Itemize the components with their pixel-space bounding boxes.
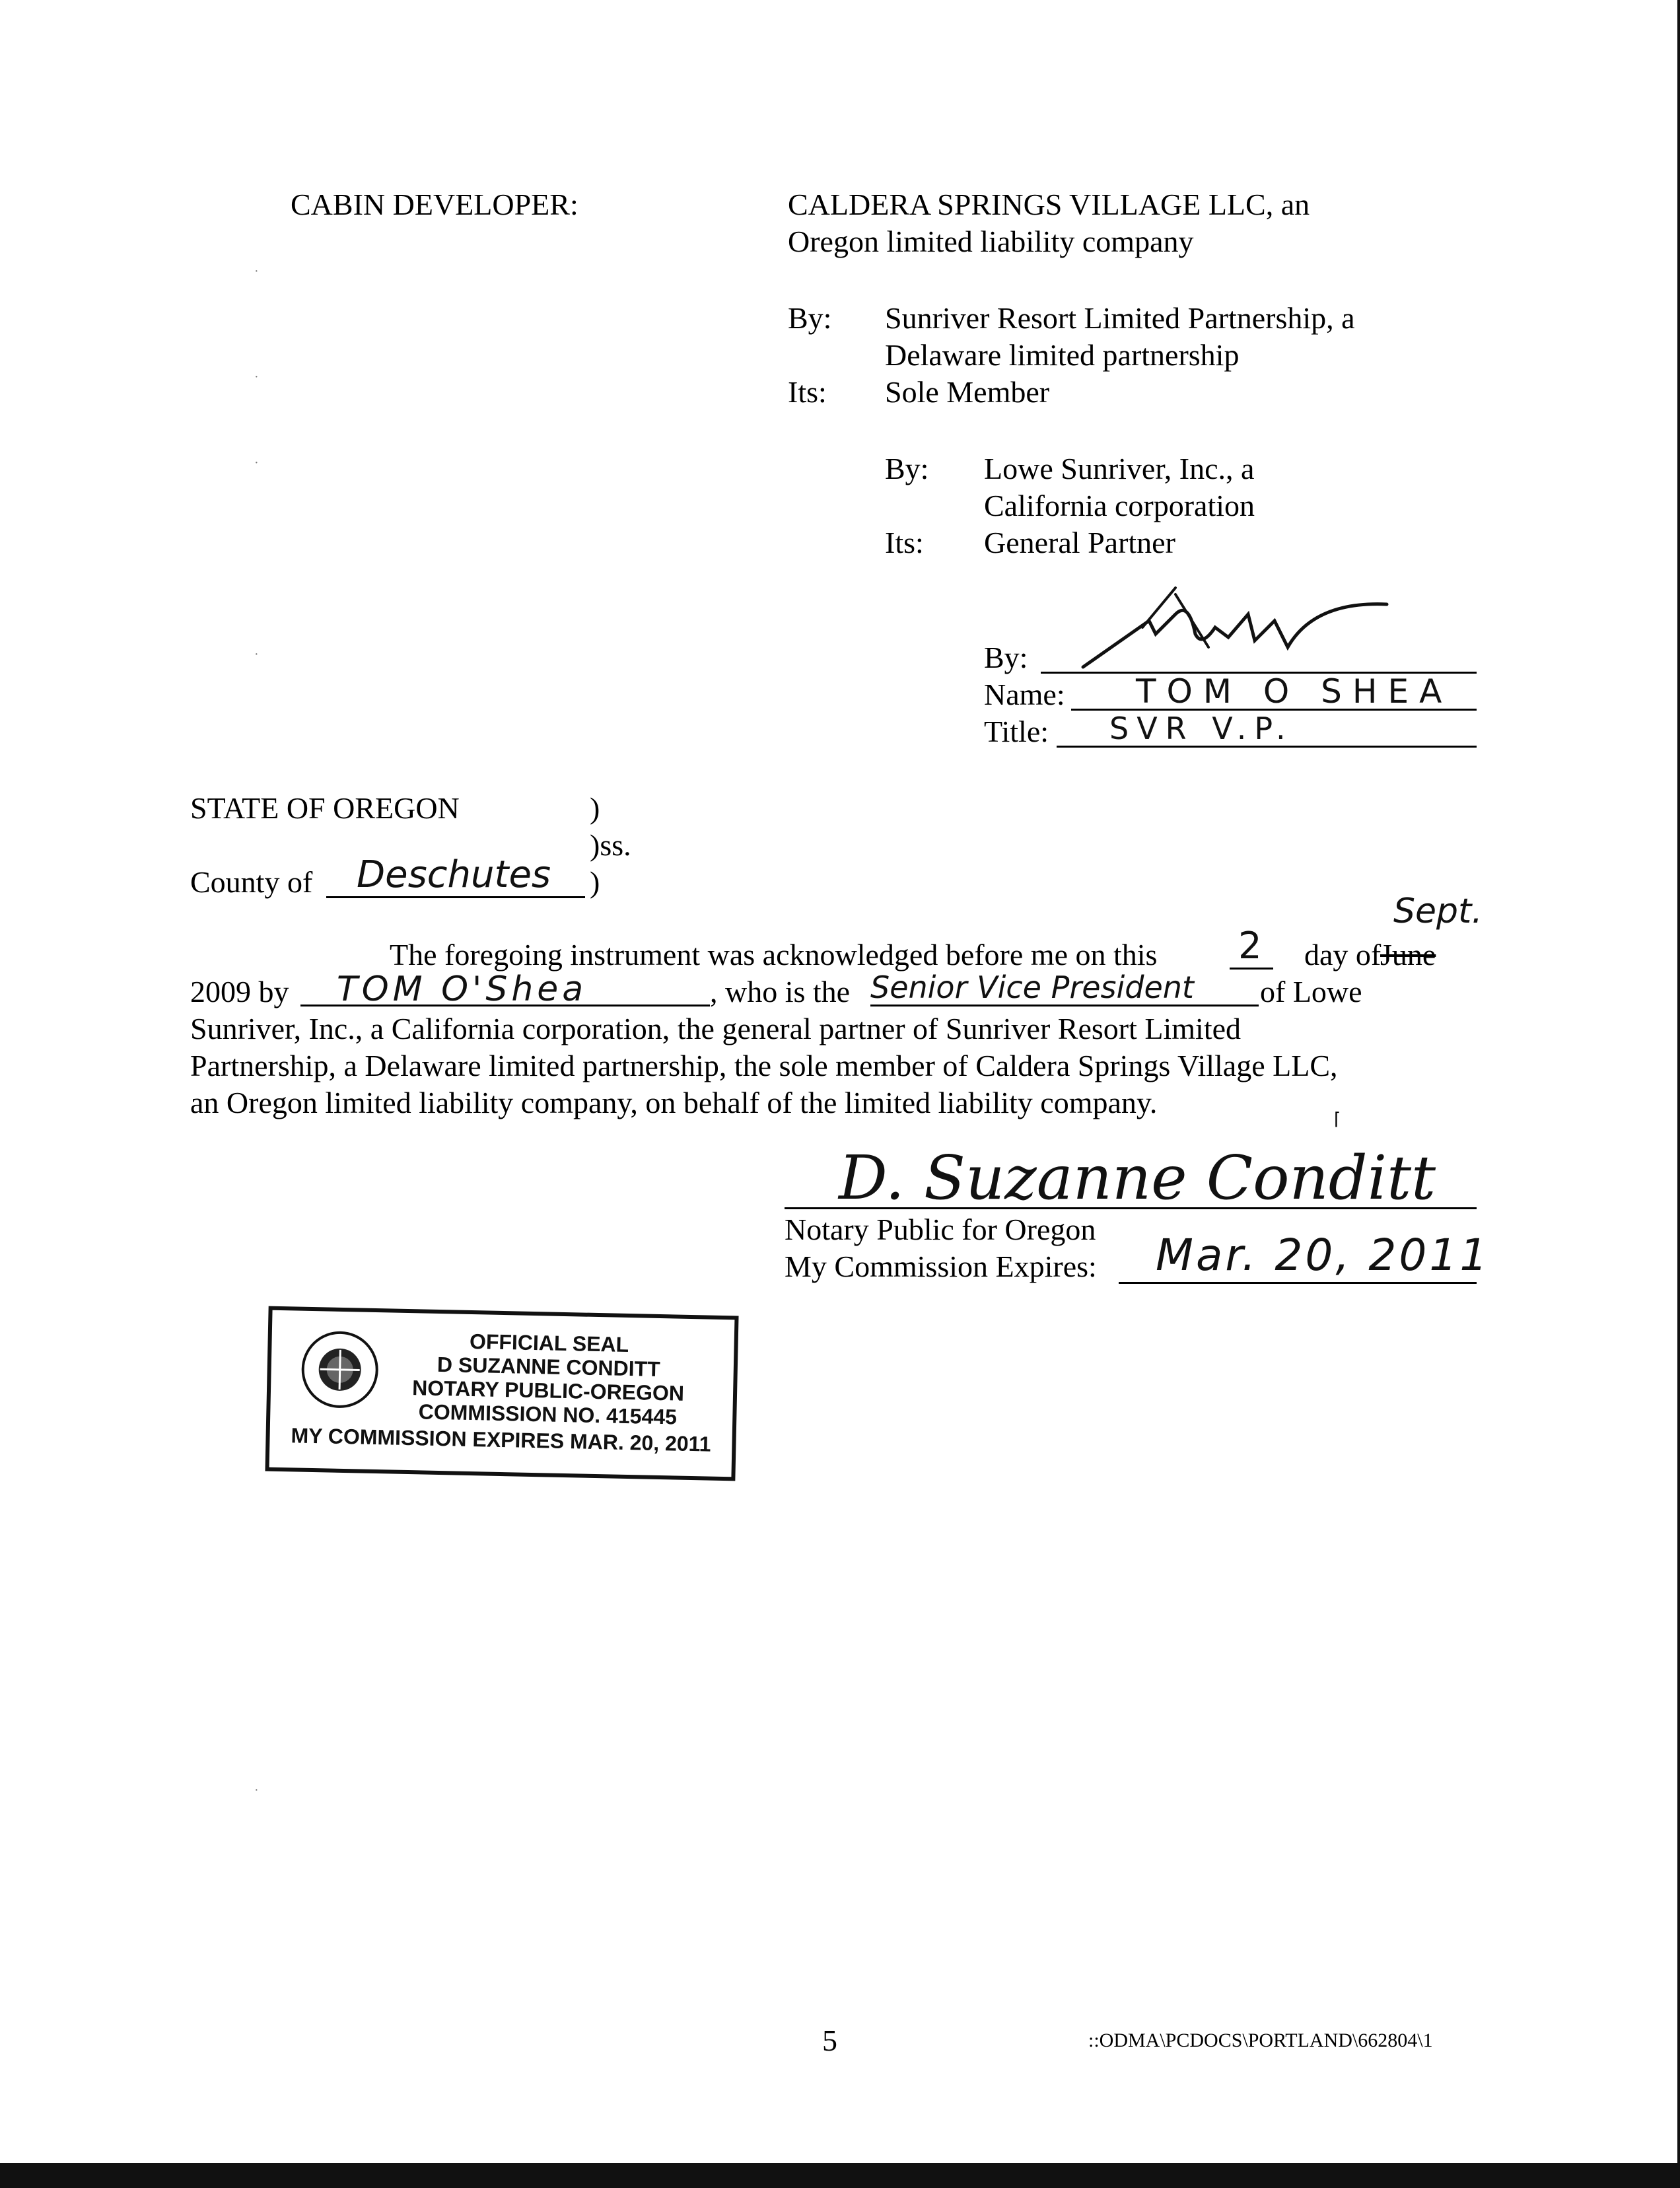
handwritten-person: TOM O'Shea	[337, 970, 588, 1009]
handwritten-notary-signature: D. Suzanne Conditt	[839, 1143, 1436, 1213]
handwritten-name: TOM O SHEA	[1136, 672, 1453, 711]
official-seal-stamp	[265, 1306, 738, 1481]
margin-mark: ·	[254, 456, 259, 470]
handwritten-day: 2	[1238, 925, 1262, 968]
ack-line3: Sunriver, Inc., a California corporation, the general partner of Sunriver Resort Limited	[190, 1012, 1242, 1045]
handwritten-expiration: Mar. 20, 2011	[1156, 1230, 1490, 1281]
commission-expires-label: My Commission Expires:	[785, 1250, 1097, 1283]
county-line	[326, 896, 585, 898]
signature-by-label: By:	[984, 641, 1028, 674]
document-path: ::ODMA\PCDOCS\PORTLAND\662804\1	[1088, 2029, 1433, 2051]
by1-its-value: Sole Member	[885, 375, 1050, 409]
margin-mark: ·	[254, 370, 259, 384]
seal-line3: NOTARY PUBLIC-OREGON	[411, 1376, 685, 1405]
margin-mark: ·	[254, 1783, 259, 1798]
seal-line2: D SUZANNE CONDITT	[437, 1352, 661, 1382]
margin-mark: ·	[254, 647, 259, 662]
ack-line2-post: of Lowe	[1260, 975, 1362, 1008]
handwritten-month: Sept.	[1393, 892, 1483, 931]
ack-line2-pre: 2009 by	[190, 975, 289, 1008]
margin-mark: ·	[254, 264, 259, 279]
county-label: County of	[190, 865, 313, 899]
signature-title-label: Title:	[984, 715, 1049, 748]
scan-bottom-edge	[0, 2163, 1680, 2188]
cabin-developer-label: CABIN DEVELOPER:	[291, 188, 578, 221]
company-name-line2: Oregon limited liability company	[788, 225, 1194, 258]
by2-name-line1: Lowe Sunriver, Inc., a	[984, 452, 1255, 485]
stray-mark: ⌈	[1334, 1110, 1341, 1129]
by1-name-line2: Delaware limited partnership	[885, 338, 1240, 372]
day-line	[1230, 968, 1273, 970]
by1-label: By:	[788, 301, 832, 335]
oregon-seal-emblem	[299, 1329, 380, 1410]
struck-month: June	[1380, 938, 1436, 971]
handwritten-title: SVR V.P.	[1109, 711, 1294, 746]
seal-line5: MY COMMISSION EXPIRES MAR. 20, 2011	[291, 1423, 711, 1456]
state-label: STATE OF OREGON	[190, 791, 460, 825]
by2-name-line2: California corporation	[984, 489, 1255, 522]
ack-line4: Partnership, a Delaware limited partnership, the sole member of Caldera Springs Village LLC,	[190, 1049, 1338, 1082]
seal-line1: OFFICIAL SEAL	[469, 1329, 629, 1357]
ack-line5: an Oregon limited liability company, on behalf of the limited liability company.	[190, 1086, 1158, 1119]
by2-label: By:	[885, 452, 929, 485]
seal-line4: COMMISSION NO. 415445	[418, 1399, 678, 1429]
handwritten-county: Deschutes	[357, 853, 551, 896]
handwritten-role: Senior Vice President	[870, 970, 1194, 1005]
page-edge	[1677, 0, 1680, 2188]
venue-ss: )ss.	[590, 828, 631, 862]
handwritten-signature-tom	[1076, 575, 1407, 680]
ack-line2-mid: , who is the	[710, 975, 851, 1008]
ack-day-of: day of	[1304, 938, 1382, 971]
page-number: 5	[822, 2024, 837, 2057]
signature-name-label: Name:	[984, 678, 1065, 711]
by2-its-label: Its:	[885, 526, 924, 559]
venue-paren-1: )	[590, 791, 600, 825]
ack-line1-text: The foregoing instrument was acknowledged before me on this	[390, 938, 1158, 971]
venue-paren-3: )	[590, 865, 600, 899]
by2-its-value: General Partner	[984, 526, 1175, 559]
company-name-line1: CALDERA SPRINGS VILLAGE LLC, an	[788, 188, 1310, 221]
by1-its-label: Its:	[788, 375, 827, 409]
by1-name-line1: Sunriver Resort Limited Partnership, a	[885, 301, 1355, 335]
notary-title: Notary Public for Oregon	[785, 1213, 1096, 1246]
commission-expires-line	[1119, 1282, 1477, 1284]
